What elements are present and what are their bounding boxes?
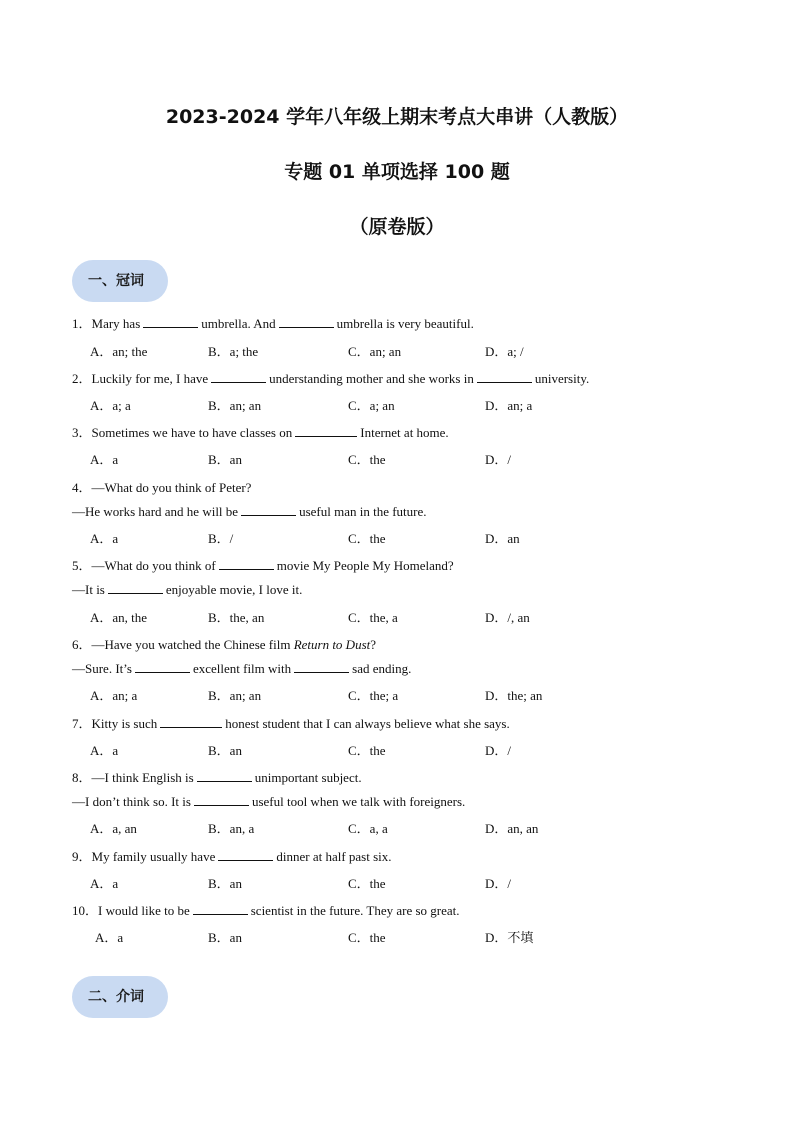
question-9: [72, 846, 392, 865]
answer-blank: [197, 769, 252, 782]
question-text: —I think English is: [91, 770, 194, 785]
question-text: —It is: [72, 582, 105, 597]
option-a: A．a, an: [90, 821, 137, 836]
answer-blank: [219, 557, 274, 570]
question-text: —What do you think of: [91, 558, 216, 573]
option-c: C．a, a: [348, 821, 388, 836]
question-4: [72, 477, 251, 496]
question-text: enjoyable movie, I love it.: [165, 582, 303, 597]
question-text: university.: [534, 371, 590, 386]
question-3: [72, 422, 449, 441]
option-c: C．the: [348, 930, 386, 945]
option-a: A．a: [90, 876, 119, 891]
option-b: B．the, an: [208, 610, 265, 625]
question-text: scientist in the future. They are so great.: [250, 903, 460, 918]
question-text: My family usually have: [91, 849, 216, 864]
option-d: D．/: [485, 743, 512, 758]
option-d: D．an; a: [485, 398, 533, 413]
question-6: [72, 634, 376, 653]
option-a: A．an; the: [90, 344, 148, 359]
answer-blank: [211, 370, 266, 383]
answer-blank: [477, 370, 532, 383]
option-a: A．a: [90, 452, 119, 467]
question-text: 3．: [72, 425, 92, 440]
question-1: [72, 313, 474, 332]
question-text: umbrella. And: [201, 316, 276, 331]
question-text: Luckily for me, I have: [91, 371, 209, 386]
option-a: A．a: [90, 531, 119, 546]
question-text: 1．: [72, 316, 92, 331]
question-text: I would like to be: [98, 903, 190, 918]
answer-blank: [241, 503, 296, 516]
option-c: C．the: [348, 876, 386, 891]
question-7: [72, 713, 510, 732]
question-10: [72, 900, 460, 919]
option-a: A．an, the: [90, 610, 148, 625]
question-4-response: [72, 503, 427, 520]
option-b: B．a; the: [208, 344, 259, 359]
question-text: 10．: [72, 903, 99, 918]
question-text: umbrella is very beautiful.: [336, 316, 474, 331]
question-8-response: [72, 793, 465, 810]
question-text: —Have you watched the Chinese film: [91, 637, 291, 652]
question-text: understanding mother and she works in: [269, 371, 474, 386]
answer-blank: [295, 424, 357, 437]
option-a: A．a; a: [90, 398, 131, 413]
question-text: sad ending.: [352, 661, 412, 676]
answer-blank: [135, 660, 190, 673]
option-c: C．the: [348, 743, 386, 758]
answer-blank: [218, 848, 273, 861]
question-text: 8．: [72, 770, 92, 785]
answer-blank: [108, 581, 163, 594]
page-subtitle: 专题 01 单项选择 100 题: [284, 161, 510, 183]
question-5-response: [72, 581, 302, 598]
option-c: C．the: [348, 452, 386, 467]
question-text: —What do you think of Peter?: [91, 480, 252, 495]
option-b: B．an: [208, 743, 242, 758]
question-text: unimportant subject.: [254, 770, 362, 785]
question-text: Kitty is such: [91, 716, 158, 731]
option-d: D．an: [485, 531, 520, 546]
option-d: D．/, an: [485, 610, 530, 625]
option-b: B．an, a: [208, 821, 255, 836]
option-c: C．the; a: [348, 688, 399, 703]
question-text: 9．: [72, 849, 92, 864]
option-d: D．不填: [485, 930, 534, 945]
answer-blank: [294, 660, 349, 673]
question-5: [72, 555, 454, 574]
option-b: B．an; an: [208, 398, 262, 413]
option-b: B．an: [208, 452, 242, 467]
question-text: ?: [370, 637, 377, 652]
option-d: D．a; /: [485, 344, 524, 359]
question-text: movie My People My Homeland?: [276, 558, 454, 573]
question-text: Internet at home.: [360, 425, 449, 440]
section-heading-prepositions: 二、介词: [72, 976, 168, 1018]
section-heading-articles: 一、冠词: [72, 260, 168, 302]
option-b: B．an: [208, 876, 242, 891]
question-text: 5．: [72, 558, 92, 573]
question-text: 6．: [72, 637, 92, 652]
question-6-response: [72, 660, 411, 677]
option-c: C．a; an: [348, 398, 395, 413]
page-title: 2023-2024 学年八年级上期末考点大串讲（人教版）: [165, 106, 629, 128]
option-d: D．/: [485, 452, 512, 467]
option-b: B．an: [208, 930, 242, 945]
question-text: dinner at half past six.: [276, 849, 392, 864]
option-a: A．a: [90, 743, 119, 758]
question-text: honest student that I can always believe what she says.: [225, 716, 510, 731]
option-d: D．the; an: [485, 688, 543, 703]
question-2: [72, 368, 589, 387]
question-text: Mary has: [91, 316, 141, 331]
question-text: 4．: [72, 480, 92, 495]
question-text: 2．: [72, 371, 92, 386]
answer-blank: [143, 315, 198, 328]
question-text: 7．: [72, 716, 92, 731]
answer-blank: [194, 793, 249, 806]
question-8: [72, 767, 362, 786]
option-c: C．the, a: [348, 610, 398, 625]
question-text: useful tool when we talk with foreigners.: [251, 794, 466, 809]
question-text: useful man in the future.: [299, 504, 427, 519]
option-c: C．an; an: [348, 344, 402, 359]
answer-blank: [160, 715, 222, 728]
answer-blank: [279, 315, 334, 328]
question-text: Sometimes we have to have classes on: [91, 425, 293, 440]
question-text: excellent film with: [192, 661, 292, 676]
question-text: —I don’t think so. It is: [72, 794, 191, 809]
answer-blank: [193, 902, 248, 915]
option-d: D．an, an: [485, 821, 539, 836]
option-b: B．an; an: [208, 688, 262, 703]
option-a: A．an; a: [90, 688, 138, 703]
option-b: B．/: [208, 531, 234, 546]
edition-label: （原卷版）: [349, 216, 445, 238]
option-a: A．a: [95, 930, 124, 945]
question-text: —Sure. It’s: [72, 661, 132, 676]
option-d: D．/: [485, 876, 512, 891]
film-title: Return to Dust: [293, 637, 371, 652]
option-c: C．the: [348, 531, 386, 546]
question-text: —He works hard and he will be: [72, 504, 239, 519]
